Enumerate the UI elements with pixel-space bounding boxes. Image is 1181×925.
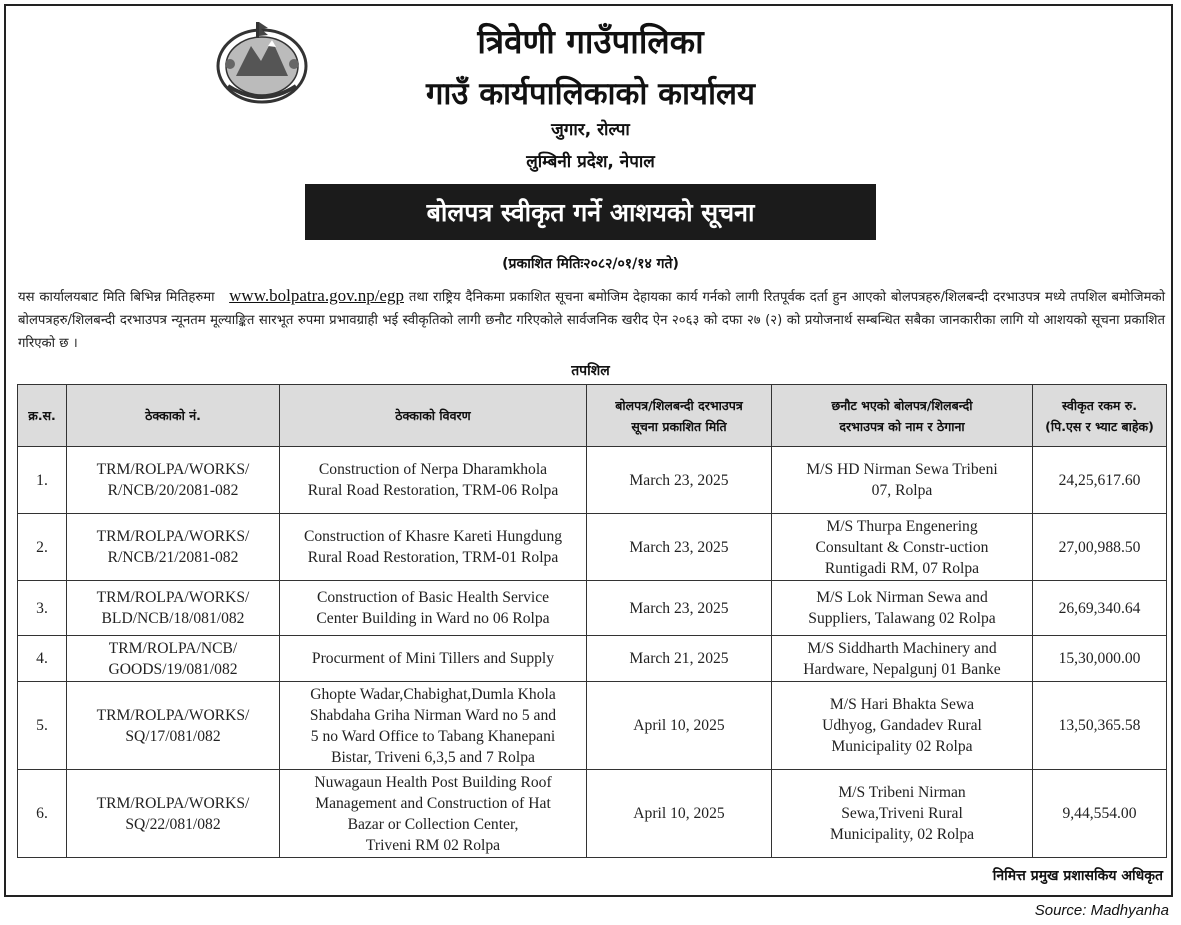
cell-contract-no-line: TRM/ROLPA/NCB/ <box>108 639 238 657</box>
address-line-2: लुम्बिनी प्रदेश, नेपाल <box>526 152 655 172</box>
cell-bidder-line: M/S Tribeni Nirman <box>838 784 966 801</box>
header-bidder <box>772 385 1033 447</box>
cell-description-line: Bistar, Triveni 6,3,5 and 7 Rolpa <box>331 748 535 766</box>
table-row <box>18 581 1167 636</box>
cell-amount: 26,69,340.64 <box>1033 581 1167 636</box>
cell-bidder-line: Suppliers, Talawang 02 Rolpa <box>808 610 996 627</box>
table-row <box>18 682 1167 770</box>
source-credit: Source: Madhyanha <box>1034 902 1169 919</box>
cell-description-line: Triveni RM 02 Rolpa <box>365 836 501 854</box>
cell-contract-no-line: SQ/22/081/082 <box>125 815 221 833</box>
cell-description-line: Ghopte Wadar,Chabighat,Dumla Khola <box>310 685 556 703</box>
municipality-name: त्रिवेणी गाउँपालिका <box>477 22 704 61</box>
cell-bidder <box>772 514 1033 581</box>
cell-published-date: March 23, 2025 <box>587 581 772 636</box>
cell-bidder-line: M/S Hari Bhakta Sewa <box>829 696 975 713</box>
cell-contract-no <box>67 514 280 581</box>
cell-published-date: March 21, 2025 <box>587 636 772 682</box>
header-published-line-2: सूचना प्रकाशित मिति <box>631 418 727 434</box>
cell-contract-no <box>67 581 280 636</box>
cell-contract-no-line: TRM/ROLPA/WORKS/ <box>96 706 250 724</box>
notice-title-banner <box>305 184 876 240</box>
header-published-line-1: बोलपत्र/शिलबन्दी दरभाउपत्र <box>615 397 743 413</box>
cell-contract-no <box>67 636 280 682</box>
cell-description-line: Construction of Nerpa Dharamkhola <box>318 461 548 478</box>
cell-bidder-line: Hardware, Nepalgunj 01 Banke <box>803 660 1001 678</box>
notice-title: बोलपत्र स्वीकृत गर्ने आशयको सूचना <box>426 198 755 227</box>
table-row <box>18 636 1167 682</box>
cell-amount: 13,50,365.58 <box>1033 682 1167 770</box>
published-date: (प्रकाशित मितिः२०८२/०१/१४ गते) <box>502 256 679 272</box>
signature-title: निमित्त प्रमुख प्रशासकिय अधिकृत <box>992 868 1163 884</box>
header-amount <box>1033 385 1167 447</box>
cell-amount: 15,30,000.00 <box>1033 636 1167 682</box>
table-row <box>18 447 1167 514</box>
table-header-row <box>18 385 1167 447</box>
header-published-date <box>587 385 772 447</box>
cell-description <box>280 514 587 581</box>
cell-bidder <box>772 682 1033 770</box>
cell-sn: 1. <box>18 447 67 514</box>
cell-bidder-line: 07, Rolpa <box>871 482 933 499</box>
intro-text-2: तथा राष्ट्रिय दैनिकमा प्रकाशित सूचना बमोजिम देहायका कार्य गर्नको लागी रितपूर्वक दर्ता हुन आएको बोलपत्रहरु/शिलबन्दी दरभाउपत्र मध्ये तपशिल बमोजिमको बोलपत्रहरु/शिलबन्दी दरभाउपत्र न्यूनतम मूल्याङ्कित सारभूत रुपमा प्रभावग्राही भई स्वीकृतिको लागी छनौट गरिएकोले सार्वजनिक खरीद ऐन २०६३ को दफा २७ (२) को प्रयोजनार्थ सम्बन्धित सबैका जानकारीका लागि यो आशयको सूचना प्रकाशित गरिएको छ । <box>18 290 1166 351</box>
cell-description <box>280 682 587 770</box>
cell-bidder <box>772 581 1033 636</box>
cell-bidder-line: M/S HD Nirman Sewa Tribeni <box>806 461 998 478</box>
cell-bidder-line: Consultant & Constr-uction <box>815 538 989 556</box>
cell-description <box>280 581 587 636</box>
header-amount-line-2: (पि.एस र भ्याट बाहेक) <box>1045 418 1154 434</box>
cell-contract-no <box>67 447 280 514</box>
cell-contract-no-line: SQ/17/081/082 <box>125 727 221 745</box>
cell-contract-no-line: TRM/ROLPA/WORKS/ <box>96 528 250 545</box>
bolpatra-link[interactable]: www.bolpatra.gov.np/egp <box>229 286 404 305</box>
cell-bidder-line: Municipality, 02 Rolpa <box>829 826 975 843</box>
cell-bidder-line: M/S Siddharth Machinery and <box>807 639 997 657</box>
cell-description-line: Procurment of Mini Tillers and Supply <box>311 650 555 667</box>
cell-contract-no-line: TRM/ROLPA/WORKS/ <box>96 589 250 606</box>
header-sn: क्र.स. <box>18 385 67 447</box>
cell-description-line: Shabdaha Griha Nirman Ward no 5 and <box>309 706 557 724</box>
cell-description-line: Rural Road Restoration, TRM-01 Rolpa <box>307 549 559 566</box>
cell-description-line: Nuwagaun Health Post Building Roof <box>314 773 552 791</box>
cell-published-date: April 10, 2025 <box>587 682 772 770</box>
cell-contract-no-line: TRM/ROLPA/WORKS/ <box>96 461 250 478</box>
cell-description-line: 5 no Ward Office to Tabang Khanepani <box>310 727 556 745</box>
cell-description <box>280 770 587 858</box>
cell-bidder-line: Runtigadi RM, 07 Rolpa <box>824 559 980 577</box>
schedule-label: तपशिल <box>571 363 610 379</box>
header-bidder-line-2: दरभाउपत्र को नाम र ठेगाना <box>839 418 965 434</box>
header-contract-no: ठेक्काको नं. <box>67 385 280 447</box>
cell-description-line: Management and Construction of Hat <box>315 794 551 812</box>
cell-amount: 9,44,554.00 <box>1033 770 1167 858</box>
cell-sn: 6. <box>18 770 67 858</box>
cell-description <box>280 636 587 682</box>
cell-bidder-line: M/S Lok Nirman Sewa and <box>816 589 988 606</box>
cell-published-date: March 23, 2025 <box>587 447 772 514</box>
cell-contract-no-line: R/NCB/20/2081-082 <box>107 482 239 499</box>
header-description: ठेक्काको विवरण <box>280 385 587 447</box>
cell-amount: 27,00,988.50 <box>1033 514 1167 581</box>
header-bidder-line-1: छनौट भएको बोलपत्र/शिलबन्दी <box>831 397 973 413</box>
cell-sn: 3. <box>18 581 67 636</box>
cell-bidder-line: Sewa,Triveni Rural <box>841 805 963 822</box>
cell-description-line: Construction of Basic Health Service <box>316 589 550 606</box>
cell-bidder <box>772 636 1033 682</box>
cell-published-date: March 23, 2025 <box>587 514 772 581</box>
cell-bidder-line: Udhyog, Gandadev Rural <box>822 717 982 734</box>
cell-description-line: Center Building in Ward no 06 Rolpa <box>316 610 550 627</box>
address-line-1: जुगार, रोल्पा <box>551 120 630 140</box>
award-table <box>17 384 1167 858</box>
cell-sn: 5. <box>18 682 67 770</box>
cell-description-line: Construction of Khasre Kareti Hungdung <box>303 528 563 545</box>
cell-sn: 4. <box>18 636 67 682</box>
office-name: गाउँ कार्यपालिकाको कार्यालय <box>425 76 756 112</box>
header-amount-line-1: स्वीकृत रकम रु. <box>1062 397 1137 413</box>
cell-description-line: Rural Road Restoration, TRM-06 Rolpa <box>307 482 559 499</box>
cell-bidder <box>772 447 1033 514</box>
cell-description <box>280 447 587 514</box>
table-row <box>18 770 1167 858</box>
intro-text-1: यस कार्यालयबाट मिति बिभिन्न मितिहरुमा <box>18 290 215 305</box>
cell-bidder <box>772 770 1033 858</box>
cell-sn: 2. <box>18 514 67 581</box>
cell-bidder-line: Municipality 02 Rolpa <box>831 738 973 755</box>
cell-bidder-line: M/S Thurpa Engenering <box>826 517 978 535</box>
cell-amount: 24,25,617.60 <box>1033 447 1167 514</box>
table-row <box>18 514 1167 581</box>
intro-paragraph <box>18 284 1165 355</box>
cell-contract-no-line: BLD/NCB/18/081/082 <box>101 610 245 627</box>
cell-contract-no <box>67 770 280 858</box>
cell-published-date: April 10, 2025 <box>587 770 772 858</box>
cell-description-line: Bazar or Collection Center, <box>347 815 519 833</box>
cell-contract-no <box>67 682 280 770</box>
cell-contract-no-line: GOODS/19/081/082 <box>108 660 238 678</box>
cell-contract-no-line: R/NCB/21/2081-082 <box>107 549 239 566</box>
cell-contract-no-line: TRM/ROLPA/WORKS/ <box>96 794 250 812</box>
